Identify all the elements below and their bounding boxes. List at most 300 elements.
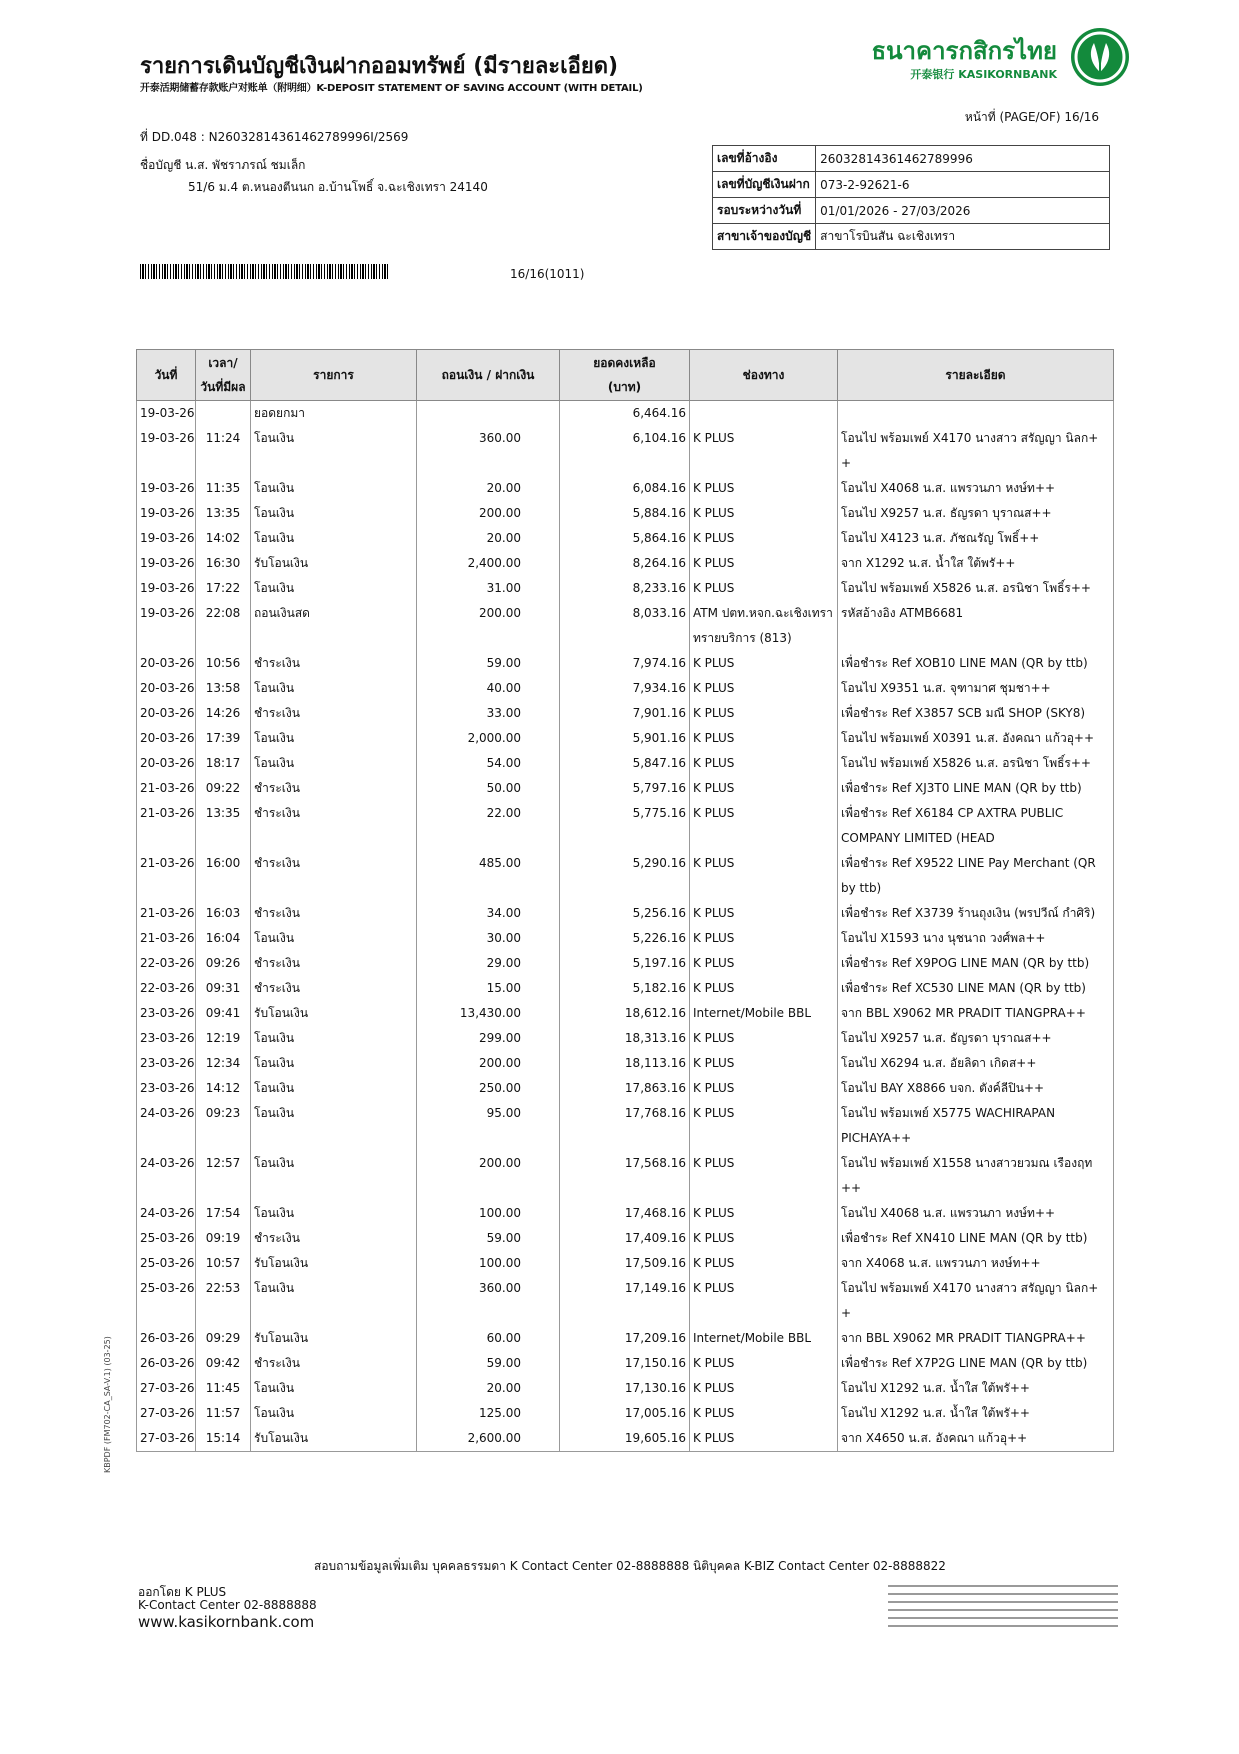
cell-time: 11:57 — [196, 1401, 251, 1426]
cell-detail: โอนไป X4068 น.ส. แพรวนภา หงษ์ท++ — [838, 476, 1114, 501]
cell-balance: 5,847.16 — [560, 751, 690, 776]
cell-balance — [560, 1301, 690, 1326]
cell-amount: 2,400.00 — [417, 551, 560, 576]
table-row — [137, 651, 1114, 676]
cell-description: โอนเงิน — [251, 1201, 417, 1226]
cell-detail: + — [838, 1301, 1114, 1326]
cell-time: 17:39 — [196, 726, 251, 751]
info-value: 26032814361462789996 — [816, 146, 1110, 172]
cell-detail: โอนไป พร้อมเพย์ X5775 WACHIRAPAN — [838, 1101, 1114, 1126]
cell-channel — [690, 401, 838, 427]
cell-date: 21-03-26 — [137, 851, 196, 876]
cell-detail: เพื่อชำระ Ref XOB10 LINE MAN (QR by ttb) — [838, 651, 1114, 676]
cell-date: 20-03-26 — [137, 676, 196, 701]
table-row — [137, 1251, 1114, 1276]
cell-balance: 5,884.16 — [560, 501, 690, 526]
cell-time: 09:23 — [196, 1101, 251, 1126]
cell-description — [251, 1301, 417, 1326]
cell-detail: จาก BBL X9062 MR PRADIT TIANGPRA++ — [838, 1326, 1114, 1351]
cell-detail: โอนไป X1593 นาง นุชนาถ วงศ์พล++ — [838, 926, 1114, 951]
table-row — [137, 1026, 1114, 1051]
cell-channel: K PLUS — [690, 1201, 838, 1226]
cell-detail: เพื่อชำระ Ref X7P2G LINE MAN (QR by ttb) — [838, 1351, 1114, 1376]
cell-amount: 20.00 — [417, 476, 560, 501]
cell-amount: 60.00 — [417, 1326, 560, 1351]
cell-channel: K PLUS — [690, 1251, 838, 1276]
cell-amount: 59.00 — [417, 1226, 560, 1251]
cell-time: 12:57 — [196, 1151, 251, 1176]
cell-detail: โอนไป BAY X8866 บจก. ตังค์ลีปิน++ — [838, 1076, 1114, 1101]
cell-balance: 17,409.16 — [560, 1226, 690, 1251]
cell-amount: 22.00 — [417, 801, 560, 826]
cell-detail: COMPANY LIMITED (HEAD — [838, 826, 1114, 851]
cell-amount — [417, 826, 560, 851]
cell-channel: K PLUS — [690, 1351, 838, 1376]
cell-amount: 200.00 — [417, 1151, 560, 1176]
cell-detail — [838, 626, 1114, 651]
cell-description: ชำระเงิน — [251, 776, 417, 801]
cell-detail: เพื่อชำระ Ref X9POG LINE MAN (QR by ttb) — [838, 951, 1114, 976]
cell-description: รับโอนเงิน — [251, 551, 417, 576]
cell-detail: โอนไป X1292 น.ส. น้ำใส ใต้พรั++ — [838, 1376, 1114, 1401]
cell-date: 23-03-26 — [137, 1076, 196, 1101]
cell-time: 09:22 — [196, 776, 251, 801]
cell-balance: 5,775.16 — [560, 801, 690, 826]
cell-description: ชำระเงิน — [251, 701, 417, 726]
cell-time: 15:14 — [196, 1426, 251, 1452]
cell-date — [137, 626, 196, 651]
cell-balance: 17,509.16 — [560, 1251, 690, 1276]
cell-detail: จาก X4068 น.ส. แพรวนภา หงษ์ท++ — [838, 1251, 1114, 1276]
table-row — [137, 1151, 1114, 1176]
cell-description: โอนเงิน — [251, 726, 417, 751]
cell-channel — [690, 1126, 838, 1151]
cell-balance — [560, 1126, 690, 1151]
table-row — [137, 901, 1114, 926]
table-row — [137, 1376, 1114, 1401]
cell-date: 21-03-26 — [137, 926, 196, 951]
cell-description: โอนเงิน — [251, 476, 417, 501]
table-row — [137, 401, 1114, 427]
cell-channel: ทรายบริการ (813) — [690, 626, 838, 651]
bank-name-en: 开泰银行 KASIKORNBANK — [910, 68, 1057, 81]
cell-balance: 17,005.16 — [560, 1401, 690, 1426]
cell-detail: โอนไป พร้อมเพย์ X1558 นางสาวยวมณ เรืองฤท — [838, 1151, 1114, 1176]
cell-description — [251, 826, 417, 851]
cell-balance: 18,313.16 — [560, 1026, 690, 1051]
bank-name-th: ธนาคารกสิกรไทย — [871, 37, 1057, 65]
cell-date: 25-03-26 — [137, 1276, 196, 1301]
cell-balance: 5,226.16 — [560, 926, 690, 951]
table-row — [137, 926, 1114, 951]
cell-time: 22:08 — [196, 601, 251, 626]
cell-detail: by ttb) — [838, 876, 1114, 901]
cell-detail: รหัสอ้างอิง ATMB6681 — [838, 601, 1114, 626]
cell-channel: K PLUS — [690, 976, 838, 1001]
cell-amount: 2,600.00 — [417, 1426, 560, 1452]
cell-amount — [417, 1126, 560, 1151]
cell-description: โอนเงิน — [251, 426, 417, 451]
cell-date: 21-03-26 — [137, 801, 196, 826]
table-row — [137, 1126, 1114, 1151]
info-row — [713, 146, 1110, 172]
cell-description — [251, 626, 417, 651]
cell-date: 19-03-26 — [137, 576, 196, 601]
table-header-row — [137, 350, 1114, 401]
cell-date: 27-03-26 — [137, 1426, 196, 1452]
table-row — [137, 776, 1114, 801]
table-row — [137, 976, 1114, 1001]
cell-detail: ++ — [838, 1176, 1114, 1201]
cell-description: โอนเงิน — [251, 1151, 417, 1176]
cell-time: 09:19 — [196, 1226, 251, 1251]
info-label: เลขที่บัญชีเงินฝาก — [713, 172, 816, 198]
cell-channel: K PLUS — [690, 801, 838, 826]
cell-amount: 59.00 — [417, 1351, 560, 1376]
account-name: ชื่อบัญชี น.ส. พัชราภรณ์ ชมเล็ก — [140, 158, 306, 172]
cell-channel: K PLUS — [690, 1226, 838, 1251]
cell-detail: โอนไป X9351 น.ส. จุฑามาศ ชุมชา++ — [838, 676, 1114, 701]
cell-time: 16:03 — [196, 901, 251, 926]
cell-channel: K PLUS — [690, 726, 838, 751]
cell-amount: 2,000.00 — [417, 726, 560, 751]
form-code: KBPDF (FM702-CA_SA-V.1) (03-25) — [103, 1336, 112, 1473]
cell-date: 19-03-26 — [137, 476, 196, 501]
cell-balance: 5,290.16 — [560, 851, 690, 876]
info-label: รอบระหว่างวันที่ — [713, 198, 816, 224]
statement-subtitle: 开泰活期储蓄存款账户对账单（附明细）K-DEPOSIT STATEMENT OF SAVING ACCOUNT (WITH DETAIL) — [140, 83, 643, 94]
cell-description: ชำระเงิน — [251, 901, 417, 926]
cell-detail: โอนไป พร้อมเพย์ X0391 น.ส. อังคณา แก้วอุ++ — [838, 726, 1114, 751]
cell-detail: จาก X4650 น.ส. อังคณา แก้วอุ++ — [838, 1426, 1114, 1452]
cell-description: รับโอนเงิน — [251, 1426, 417, 1452]
cell-date: 23-03-26 — [137, 1001, 196, 1026]
cell-date: 20-03-26 — [137, 751, 196, 776]
cell-detail: โอนไป พร้อมเพย์ X4170 นางสาว สรัญญา นิลก+ — [838, 426, 1114, 451]
info-row — [713, 224, 1110, 250]
cell-balance: 17,150.16 — [560, 1351, 690, 1376]
cell-balance — [560, 876, 690, 901]
cell-time: 13:58 — [196, 676, 251, 701]
cell-time: 22:53 — [196, 1276, 251, 1301]
cell-detail: เพื่อชำระ Ref XJ3T0 LINE MAN (QR by ttb) — [838, 776, 1114, 801]
cell-channel: Internet/Mobile BBL — [690, 1001, 838, 1026]
cell-time: 11:24 — [196, 426, 251, 451]
cell-amount: 125.00 — [417, 1401, 560, 1426]
cell-date: 27-03-26 — [137, 1376, 196, 1401]
cell-channel — [690, 1176, 838, 1201]
cell-detail: จาก X1292 น.ส. น้ำใส ใต้พรั++ — [838, 551, 1114, 576]
cell-balance: 17,130.16 — [560, 1376, 690, 1401]
table-row — [137, 1201, 1114, 1226]
cell-amount: 13,430.00 — [417, 1001, 560, 1026]
cell-balance: 5,864.16 — [560, 526, 690, 551]
cell-description: ชำระเงิน — [251, 951, 417, 976]
cell-balance — [560, 626, 690, 651]
cell-date: 19-03-26 — [137, 601, 196, 626]
cell-detail: โอนไป X1292 น.ส. น้ำใส ใต้พรั++ — [838, 1401, 1114, 1426]
cell-amount — [417, 401, 560, 427]
cell-date — [137, 1126, 196, 1151]
cell-date: 19-03-26 — [137, 526, 196, 551]
cell-date: 20-03-26 — [137, 701, 196, 726]
bank-logo — [871, 28, 1129, 88]
cell-date: 21-03-26 — [137, 901, 196, 926]
cell-description: ชำระเงิน — [251, 801, 417, 826]
cell-time: 09:31 — [196, 976, 251, 1001]
barcode-text: 16/16(1011) — [510, 267, 585, 281]
cell-balance: 7,934.16 — [560, 676, 690, 701]
cell-description: โอนเงิน — [251, 1026, 417, 1051]
table-row — [137, 626, 1114, 651]
cell-date: 22-03-26 — [137, 951, 196, 976]
cell-amount: 34.00 — [417, 901, 560, 926]
cell-amount: 250.00 — [417, 1076, 560, 1101]
cell-description: ชำระเงิน — [251, 1351, 417, 1376]
table-row — [137, 576, 1114, 601]
cell-date: 24-03-26 — [137, 1151, 196, 1176]
table-row — [137, 1276, 1114, 1301]
cell-description: โอนเงิน — [251, 1276, 417, 1301]
cell-description: โอนเงิน — [251, 1101, 417, 1126]
cell-description: โอนเงิน — [251, 751, 417, 776]
cell-balance: 8,033.16 — [560, 601, 690, 626]
cell-balance: 18,612.16 — [560, 1001, 690, 1026]
cell-time: 17:22 — [196, 576, 251, 601]
cell-date: 23-03-26 — [137, 1051, 196, 1076]
table-row — [137, 1226, 1114, 1251]
cell-channel: K PLUS — [690, 651, 838, 676]
cell-amount: 95.00 — [417, 1101, 560, 1126]
table-row — [137, 1051, 1114, 1076]
cell-date: 22-03-26 — [137, 976, 196, 1001]
account-address: 51/6 ม.4 ต.หนองตีนนก อ.บ้านโพธิ์ จ.ฉะเชิงเทรา 24140 — [188, 180, 488, 194]
cell-detail: + — [838, 451, 1114, 476]
cell-amount: 30.00 — [417, 926, 560, 951]
info-value: 073-2-92621-6 — [816, 172, 1110, 198]
cell-amount: 360.00 — [417, 426, 560, 451]
cell-amount: 200.00 — [417, 601, 560, 626]
table-row — [137, 726, 1114, 751]
cell-time — [196, 626, 251, 651]
table-row — [137, 1076, 1114, 1101]
cell-balance: 17,468.16 — [560, 1201, 690, 1226]
cell-channel: K PLUS — [690, 676, 838, 701]
table-row — [137, 751, 1114, 776]
table-row — [137, 601, 1114, 626]
cell-description: รับโอนเงิน — [251, 1251, 417, 1276]
cell-amount: 100.00 — [417, 1201, 560, 1226]
cell-amount — [417, 451, 560, 476]
cell-amount — [417, 1176, 560, 1201]
table-row — [137, 1001, 1114, 1026]
cell-time: 13:35 — [196, 801, 251, 826]
cell-detail: PICHAYA++ — [838, 1126, 1114, 1151]
cell-date: 25-03-26 — [137, 1226, 196, 1251]
cell-detail: โอนไป X4123 น.ส. ภัชณรัญ โพธิ์++ — [838, 526, 1114, 551]
cell-channel: K PLUS — [690, 701, 838, 726]
cell-channel: K PLUS — [690, 576, 838, 601]
cell-time: 16:30 — [196, 551, 251, 576]
cell-balance: 7,974.16 — [560, 651, 690, 676]
cell-detail: จาก BBL X9062 MR PRADIT TIANGPRA++ — [838, 1001, 1114, 1026]
cell-amount: 485.00 — [417, 851, 560, 876]
table-row — [137, 451, 1114, 476]
table-row — [137, 526, 1114, 551]
cell-balance: 5,901.16 — [560, 726, 690, 751]
cell-balance: 5,797.16 — [560, 776, 690, 801]
cell-time — [196, 876, 251, 901]
cell-balance: 5,182.16 — [560, 976, 690, 1001]
bank-address-fineprint — [888, 1580, 1118, 1628]
cell-date — [137, 876, 196, 901]
table-row — [137, 1301, 1114, 1326]
cell-channel: K PLUS — [690, 1401, 838, 1426]
cell-time: 18:17 — [196, 751, 251, 776]
cell-time: 13:35 — [196, 501, 251, 526]
cell-amount: 200.00 — [417, 1051, 560, 1076]
cell-time: 09:41 — [196, 1001, 251, 1026]
table-row — [137, 676, 1114, 701]
cell-balance: 8,233.16 — [560, 576, 690, 601]
table-row — [137, 476, 1114, 501]
table-row — [137, 826, 1114, 851]
cell-balance: 17,209.16 — [560, 1326, 690, 1351]
cell-channel: K PLUS — [690, 426, 838, 451]
cell-channel: K PLUS — [690, 851, 838, 876]
cell-time — [196, 451, 251, 476]
cell-balance: 19,605.16 — [560, 1426, 690, 1452]
cell-description: โอนเงิน — [251, 526, 417, 551]
cell-time: 09:42 — [196, 1351, 251, 1376]
cell-date: 23-03-26 — [137, 1026, 196, 1051]
cell-description: ชำระเงิน — [251, 976, 417, 1001]
cell-balance — [560, 826, 690, 851]
website-link[interactable]: www.kasikornbank.com — [138, 1613, 315, 1631]
cell-channel — [690, 826, 838, 851]
cell-description: ยอดยกมา — [251, 401, 417, 427]
cell-description — [251, 1126, 417, 1151]
cell-amount — [417, 626, 560, 651]
cell-channel: K PLUS — [690, 1276, 838, 1301]
cell-channel: K PLUS — [690, 751, 838, 776]
cell-time: 16:04 — [196, 926, 251, 951]
cell-balance: 18,113.16 — [560, 1051, 690, 1076]
cell-description: โอนเงิน — [251, 1401, 417, 1426]
cell-channel: K PLUS — [690, 776, 838, 801]
cell-description: รับโอนเงิน — [251, 1326, 417, 1351]
cell-detail: เพื่อชำระ Ref XN410 LINE MAN (QR by ttb) — [838, 1226, 1114, 1251]
cell-detail: เพื่อชำระ Ref X9522 LINE Pay Merchant (QR — [838, 851, 1114, 876]
cell-channel: K PLUS — [690, 501, 838, 526]
cell-time: 16:00 — [196, 851, 251, 876]
cell-description: โอนเงิน — [251, 676, 417, 701]
col-header-balance: ยอดคงเหลือ (บาท) — [560, 350, 690, 401]
info-label: สาขาเจ้าของบัญชี — [713, 224, 816, 250]
table-row — [137, 701, 1114, 726]
cell-channel: K PLUS — [690, 901, 838, 926]
kbank-logo-icon — [1071, 28, 1129, 86]
table-row — [137, 951, 1114, 976]
cell-detail: โอนไป พร้อมเพย์ X5826 น.ส. อรนิชา โพธิ์ร++ — [838, 751, 1114, 776]
cell-date — [137, 1301, 196, 1326]
cell-date: 21-03-26 — [137, 776, 196, 801]
info-label: เลขที่อ้างอิง — [713, 146, 816, 172]
cell-date: 26-03-26 — [137, 1351, 196, 1376]
cell-detail: โอนไป พร้อมเพย์ X5826 น.ส. อรนิชา โพธิ์ร++ — [838, 576, 1114, 601]
statement-title: รายการเดินบัญชีเงินฝากออมทรัพย์ (มีรายละเอียด) — [140, 54, 619, 79]
cell-amount: 31.00 — [417, 576, 560, 601]
cell-time: 14:02 — [196, 526, 251, 551]
table-row — [137, 876, 1114, 901]
col-header-amount: ถอนเงิน / ฝากเงิน — [417, 350, 560, 401]
cell-time — [196, 401, 251, 427]
cell-channel: ATM ปตท.หจก.ฉะเชิงเทรา — [690, 601, 838, 626]
cell-balance: 17,863.16 — [560, 1076, 690, 1101]
cell-balance: 17,568.16 — [560, 1151, 690, 1176]
contact-center: K-Contact Center 02-8888888 — [138, 1598, 317, 1612]
cell-amount: 100.00 — [417, 1251, 560, 1276]
cell-amount: 200.00 — [417, 501, 560, 526]
cell-channel: K PLUS — [690, 1051, 838, 1076]
transactions-table — [136, 349, 1114, 1452]
cell-detail: เพื่อชำระ Ref X3857 SCB มณี SHOP (SKY8) — [838, 701, 1114, 726]
cell-amount: 20.00 — [417, 1376, 560, 1401]
cell-time: 10:56 — [196, 651, 251, 676]
cell-detail: เพื่อชำระ Ref X6184 CP AXTRA PUBLIC — [838, 801, 1114, 826]
cell-amount: 20.00 — [417, 526, 560, 551]
cell-time — [196, 826, 251, 851]
cell-description — [251, 1176, 417, 1201]
cell-channel: K PLUS — [690, 1026, 838, 1051]
cell-detail: เพื่อชำระ Ref X3739 ร้านถุงเงิน (พรปวีณ์ กำศิริ) — [838, 901, 1114, 926]
page-number: หน้าที่ (PAGE/OF) 16/16 — [964, 110, 1099, 124]
cell-time: 11:35 — [196, 476, 251, 501]
table-row — [137, 1176, 1114, 1201]
cell-description: โอนเงิน — [251, 501, 417, 526]
cell-description: ชำระเงิน — [251, 851, 417, 876]
cell-channel — [690, 1301, 838, 1326]
cell-description: โอนเงิน — [251, 576, 417, 601]
cell-date — [137, 826, 196, 851]
cell-balance: 5,197.16 — [560, 951, 690, 976]
table-row — [137, 501, 1114, 526]
cell-channel — [690, 876, 838, 901]
cell-channel: K PLUS — [690, 551, 838, 576]
cell-amount: 29.00 — [417, 951, 560, 976]
cell-detail: โอนไป X9257 น.ส. ธัญรดา บุราณส++ — [838, 501, 1114, 526]
cell-detail: โอนไป X4068 น.ส. แพรวนภา หงษ์ท++ — [838, 1201, 1114, 1226]
cell-description: ชำระเงิน — [251, 1226, 417, 1251]
cell-date: 20-03-26 — [137, 651, 196, 676]
cell-description: ชำระเงิน — [251, 651, 417, 676]
cell-detail — [838, 401, 1114, 427]
cell-balance: 6,464.16 — [560, 401, 690, 427]
cell-date: 25-03-26 — [137, 1251, 196, 1276]
cell-date — [137, 451, 196, 476]
cell-amount: 40.00 — [417, 676, 560, 701]
cell-balance: 17,768.16 — [560, 1101, 690, 1126]
cell-balance: 17,149.16 — [560, 1276, 690, 1301]
cell-date: 27-03-26 — [137, 1401, 196, 1426]
cell-date: 24-03-26 — [137, 1101, 196, 1126]
cell-channel: K PLUS — [690, 1376, 838, 1401]
cell-detail: เพื่อชำระ Ref XC530 LINE MAN (QR by ttb) — [838, 976, 1114, 1001]
cell-time: 09:29 — [196, 1326, 251, 1351]
cell-time: 14:26 — [196, 701, 251, 726]
table-row — [137, 426, 1114, 451]
table-row — [137, 851, 1114, 876]
